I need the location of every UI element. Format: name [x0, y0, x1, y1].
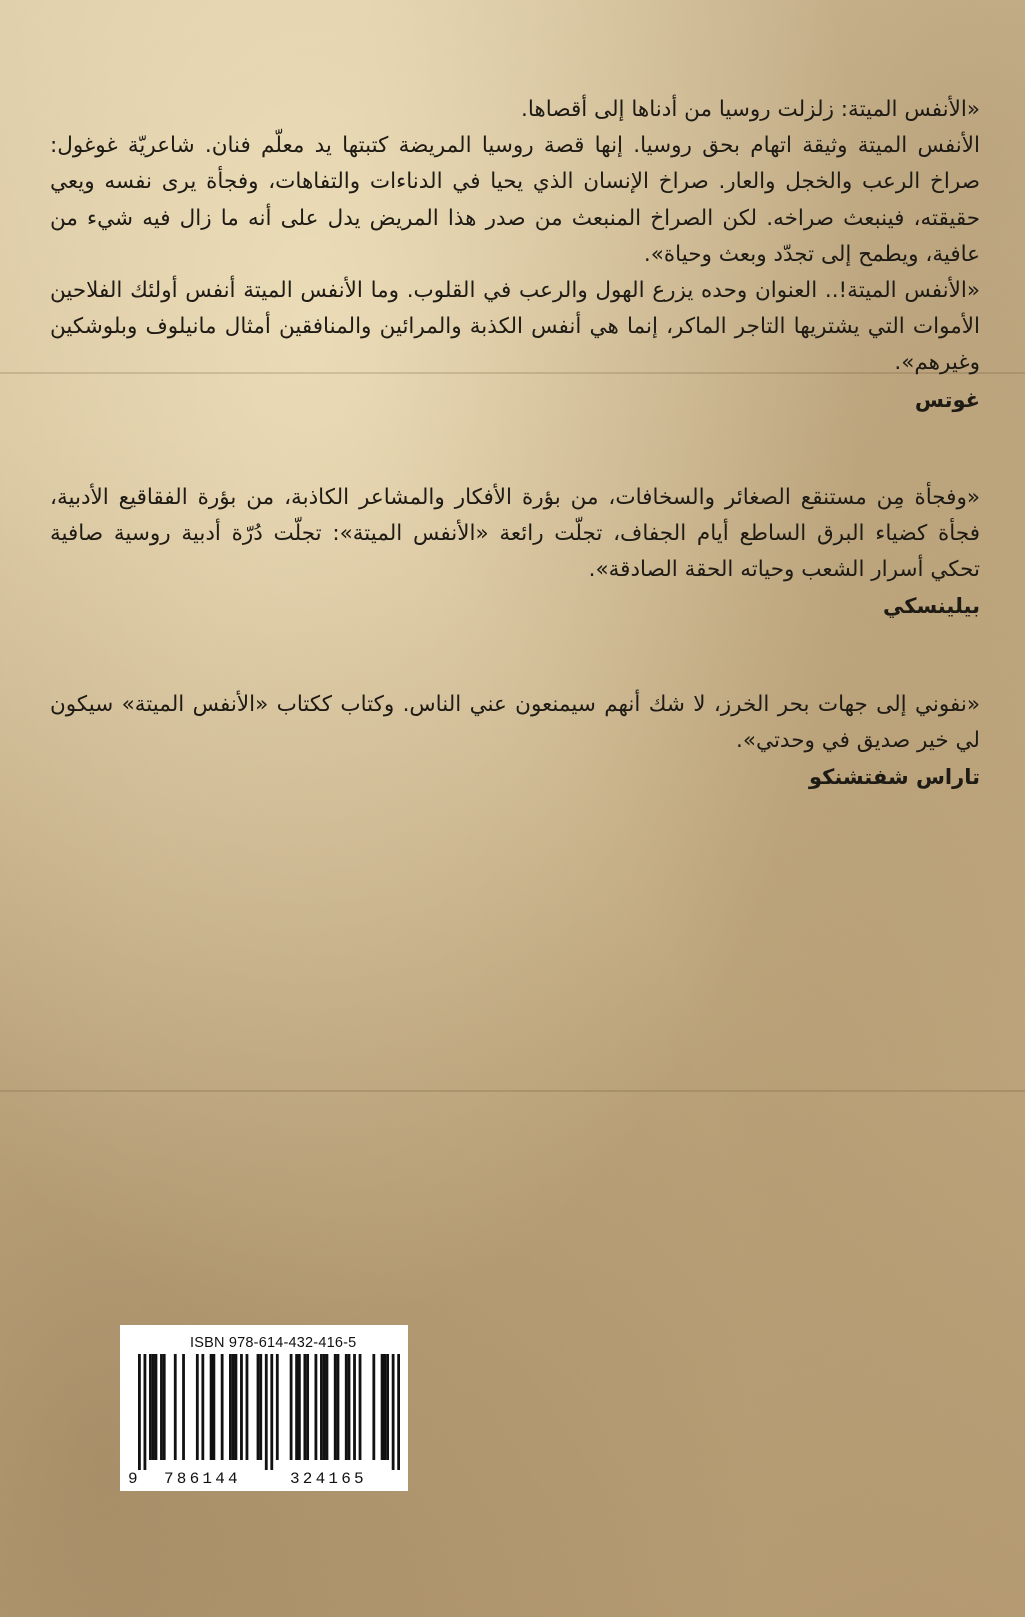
- quote-attribution: غوتس: [914, 387, 980, 412]
- barcode-bar: [303, 1354, 306, 1460]
- barcode-bar: [232, 1354, 235, 1460]
- barcode-bar: [160, 1354, 163, 1460]
- quote-paragraph: الأنفس الميتة وثيقة اتهام بحق روسيا. إنها قصة روسيا المريضة كتبتها يد معلّم فنان. شاعريّة غوغول: صراخ الرعب والخجل والعار. صراخ الإنسان الذي يحيا في الدناءات والتفاهات، وفجأة يرى نفسه ويعي حقيقته، فينبعث صراخه. لكن الصراخ المنبعث من صدر هذا المريض يدل على أنه ما زال فيه شيء من عافية، ويطمح إلى تجدّد وبعث وحياة».: [50, 133, 980, 267]
- barcode-bar: [334, 1354, 337, 1460]
- quote-paragraph: «الأنفس الميتة!.. العنوان وحده يزرع الهول والرعب في القلوب. وما الأنفس الميتة أنفس أولئك الفلاحين الأموات التي يشتريها التاجر الماكر، إنما هي أنفس الكذبة والمرائين والمنافقين أمثال مانيلوف وبلوشكين وغيرهم».: [50, 278, 980, 376]
- barcode-bar: [323, 1354, 326, 1460]
- barcode-bar: [383, 1354, 386, 1460]
- barcode-bar: [392, 1354, 395, 1470]
- barcode-bar: [138, 1354, 141, 1470]
- paper-fold-line: [0, 1090, 1025, 1092]
- barcode-bar: [348, 1354, 351, 1460]
- barcode-bar: [163, 1354, 166, 1460]
- barcode-bar: [182, 1354, 185, 1460]
- barcode-bar: [337, 1354, 340, 1460]
- barcode-bar: [386, 1354, 389, 1460]
- barcode-bar: [144, 1354, 147, 1470]
- quote-attribution: تاراس شفتشنكو: [808, 765, 980, 790]
- ean-first-digit: 9: [128, 1470, 138, 1488]
- barcode-bar: [315, 1354, 318, 1460]
- barcode-bar: [212, 1354, 215, 1460]
- isbn-barcode: [120, 1325, 408, 1491]
- barcode-bar: [152, 1354, 155, 1460]
- barcode-bar: [397, 1354, 400, 1470]
- barcode-bar: [306, 1354, 309, 1460]
- quote-attribution: بيلينسكي: [882, 594, 980, 619]
- barcode-bars: [138, 1354, 400, 1470]
- barcode-bar: [259, 1354, 262, 1460]
- barcode-bar: [381, 1354, 384, 1460]
- quote-paragraph: «وفجأة مِن مستنقع الصغائر والسخافات، من بؤرة الأفكار والمشاعر الكاذبة، من بؤرة الفقاقيع الأدبية، فجأة كضياء البرق الساطع أيام الجفاف، تجلّت رائعة «الأنفس الميتة»: تجلّت دُرّة أدبية روسية صافية تحكي أسرار الشعب وحياته الحقة الصادقة».: [50, 484, 980, 583]
- ean-left-group: 786144: [164, 1470, 241, 1488]
- barcode-bar: [257, 1354, 260, 1460]
- quote-belinsky: [50, 480, 980, 625]
- ean-digits: [128, 1470, 400, 1488]
- barcode-bar: [326, 1354, 329, 1460]
- barcode-bar: [201, 1354, 204, 1460]
- barcode-bar: [240, 1354, 243, 1460]
- barcode-bar: [353, 1354, 356, 1460]
- barcode-bar: [359, 1354, 362, 1460]
- barcode-bar: [196, 1354, 199, 1460]
- ean-right-group: 324165: [290, 1470, 367, 1488]
- quote-gots: [50, 92, 980, 418]
- barcode-bar: [295, 1354, 298, 1460]
- barcode-bar: [246, 1354, 249, 1460]
- barcode-bar: [372, 1354, 375, 1460]
- barcode-bar: [229, 1354, 232, 1460]
- quote-paragraph: «الأنفس الميتة: زلزلت روسيا من أدناها إلى أقصاها.: [521, 97, 980, 122]
- spacer: [50, 625, 980, 687]
- barcode-bar: [235, 1354, 238, 1460]
- barcode-bar: [345, 1354, 348, 1460]
- quote-shevchenko: [50, 687, 980, 796]
- barcode-bar: [155, 1354, 158, 1460]
- quote-paragraph: «نفوني إلى جهات بحر الخرز، لا شك أنهم سيمنعون عني الناس. وكتاب ككتاب «الأنفس الميتة» سيكون لي خير صديق في وحدتي».: [50, 691, 980, 753]
- barcode-bar: [290, 1354, 293, 1460]
- barcode-bar: [221, 1354, 224, 1460]
- barcode-bar: [320, 1354, 323, 1460]
- barcode-bar: [298, 1354, 301, 1460]
- barcode-bar: [210, 1354, 213, 1460]
- quotes-block: [50, 92, 980, 795]
- barcode-bar: [149, 1354, 152, 1460]
- barcode-bar: [174, 1354, 177, 1460]
- isbn-label: ISBN 978-614-432-416-5: [190, 1335, 357, 1351]
- barcode-bar: [270, 1354, 273, 1470]
- barcode-bar: [265, 1354, 268, 1470]
- barcode-bar: [276, 1354, 279, 1460]
- spacer: [50, 418, 980, 480]
